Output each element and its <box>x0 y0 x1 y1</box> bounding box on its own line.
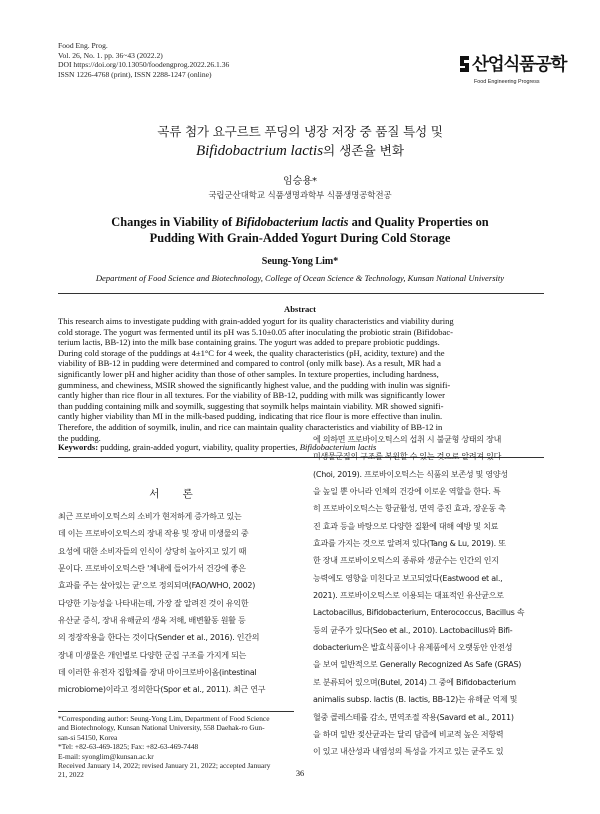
title-en-species: Bifidobacterium lactis <box>235 215 349 229</box>
abstract-line: viability of BB-12 in pudding were determined and compared to control (only milk base). As a result, MR had a <box>58 358 441 369</box>
body-line: 의 정장작용을 한다는 것이다(Sender et al., 2016). 인간의 <box>58 633 260 643</box>
body-line: 등의 균주가 있다(Seo et al., 2010). Lactobacillus와 Bifi- <box>313 625 513 635</box>
abstract-body <box>58 316 544 443</box>
body-line: animalis subsp. lactis (B. lactis, BB-12)는 유해균 억제 및 <box>313 695 518 705</box>
journal-name: Food Eng. Prog. <box>58 41 108 50</box>
logo-subtitle: Food Engineering Progress <box>474 79 540 85</box>
keywords-label: Keywords: <box>58 442 99 452</box>
abstract-line: gumminess, and chewiness, MSIR showed the significantly highest value, and the pudding with inulin was signifi- <box>58 379 451 390</box>
footnote-line: san-si 54150, Korea <box>58 732 118 742</box>
body-line: Lactobacillus, Bifidobacterium, Enterococcus, Bacillus 속 <box>313 608 525 618</box>
footnote-line: *Tel: +82-63-469-1825; Fax: +82-63-469-7448 <box>58 742 199 752</box>
author-en: Seung-Yong Lim* <box>261 256 339 267</box>
body-line: (Choi, 2019). 프로바이오틱스는 식품의 보존성 및 영양성 <box>313 469 508 479</box>
body-line: 데 이러한 유전자 집합체를 장내 마이크로바이옴(intestinal <box>58 668 257 678</box>
body-line: 효과를 가지는 것으로 알려져 있다(Tang & Lu, 2019). 또 <box>313 539 506 549</box>
title-en-pre: Changes in Viability of <box>111 215 236 229</box>
footnote-line: Received January 14, 2022; revised January 21, 2022; accepted January <box>58 761 271 771</box>
author-ko: 임승용* <box>283 176 317 187</box>
body-line: 데 이는 프로바이오틱스의 장내 작용 및 장내 미생물의 중 <box>58 529 249 539</box>
body-line: 을 하며 일반 젖산균과는 달리 담즙에 비교적 높은 저항력 <box>313 729 504 739</box>
body-line: 다양한 기능성을 나타내는데, 가장 잘 알려진 것이 유익한 <box>58 598 249 608</box>
affiliation-en: Department of Food Science and Biotechnology, College of Ocean Science & Technology, Kunsan National University <box>95 273 505 283</box>
footnote-line: E-mail: syonglim@kunsan.ac.kr <box>58 751 154 761</box>
body-line: 에 의하면 프로바이오틱스의 섭취 시 불균형 상태의 장내 <box>313 435 502 444</box>
journal-doi[interactable]: DOI https://doi.org/10.13050/foodengprog.2022.26.1.36 <box>58 60 230 70</box>
body-line: 미생물군집의 구조를 복원할 수 있는 것으로 알려져 있다 <box>313 452 502 462</box>
journal-issn: ISSN 1226-4768 (print), ISSN 2288-1247 (online) <box>58 69 212 79</box>
keywords-italic: Bifidobacterium lactis <box>299 442 377 452</box>
logo-mark-icon <box>458 54 471 74</box>
body-line: 을 높일 뿐 아니라 인체의 건강에 이로운 역할을 한다. 특 <box>313 487 501 497</box>
affiliation-ko: 국립군산대학교 식품생명과학부 식품생명공학전공 <box>208 190 392 200</box>
title-en-line2: Pudding With Grain-Added Yogurt During Cold Storage <box>149 231 451 245</box>
page-number: 36 <box>295 769 305 778</box>
footnote-line: *Corresponding author: Seung-Yong Lim, Department of Food Science <box>58 714 270 723</box>
footnote-line: and Biotechnology, Kunsan National University, 558 Daehak-ro Gun- <box>58 723 265 733</box>
journal-header <box>58 41 229 79</box>
abstract-heading: Abstract <box>284 304 316 314</box>
title-ko-line1: 곡류 첨가 요구르트 푸딩의 냉장 저장 중 품질 특성 및 <box>157 124 443 139</box>
divider-top <box>58 293 544 294</box>
body-line: 한 장내 프로바이오틱스의 종류와 생균수는 인간의 인지 <box>313 556 499 566</box>
journal-volume: Vol. 26, No. 1. pp. 36~43 (2022.2) <box>58 50 163 60</box>
body-line: microbiome)이라고 정의한다(Spor et al., 2011). 최근 연구 <box>58 685 266 695</box>
title-ko-line2 <box>0 140 600 160</box>
abstract-line: cantly higher viability than MI in the milk-based pudding, indicating that rice flour is more effective than inulin. <box>58 411 443 422</box>
body-line: 진 효과 등을 바탕으로 다양한 질환에 대해 예방 및 치료 <box>313 521 499 531</box>
abstract-line: This research aims to investigate pudding with grain-added yogurt for its quality characteristics and viability during <box>58 316 454 326</box>
abstract-line: than pudding containing milk and soymilk, suggesting that soymilk helps maintain viability. MR showed signifi- <box>58 400 444 411</box>
body-line: 로 분류되어 있으며(Butel, 2014) 그 중에 Bifidobacterium <box>313 677 516 687</box>
title-ko-line2-rest: 의 생존율 변화 <box>323 143 405 158</box>
abstract-line: the pudding. <box>58 432 101 443</box>
footnote-rule <box>58 711 294 712</box>
body-column-right <box>313 431 543 761</box>
keywords-text: pudding, grain-added yogurt, viability, quality properties, <box>98 442 300 452</box>
body-line: 히 프로바이오틱스는 항균활성, 면역 증진 효과, 장운동 촉 <box>313 504 506 514</box>
body-line: 능력에도 영향을 미친다고 보고되었다(Eastwood et al., <box>313 573 503 583</box>
body-line: 2021). 프로바이오틱스로 이용되는 대표적인 유산균으로 <box>313 591 504 601</box>
body-line: 이 있고 내산성과 내염성의 특성을 가지고 있는 균주도 있 <box>313 747 504 757</box>
abstract-line: cantly higher than rice flour in all textures. For the viability of BB-12, pudding with milk was significantly lower <box>58 390 445 401</box>
title-en-line1 <box>0 214 600 230</box>
body-line: dobacterium은 발효식품이나 유제품에서 오랫동안 안전성 <box>313 643 513 653</box>
abstract-line: terium lactis, BB-12) into the milk base containing grains. The yogurt was added to prepare probiotic puddings. <box>58 337 440 348</box>
body-line: 을 보여 일반적으로 Generally Recognized As Safe (GRAS) <box>313 660 522 670</box>
abstract-line: cold storage. The yogurt was fermented until its pH was 5.10±0.05 after inoculating the probiotic strain (Bifidobac- <box>58 326 453 337</box>
abstract-line: significantly lower pH and higher acidity than those of other samples. In texture properties, including hardness, <box>58 368 439 379</box>
body-line: 장내 미생물은 개인별로 다양한 군집 구조를 가지게 되는 <box>58 650 247 660</box>
title-ko-species: Bifidobactrium lactis <box>195 143 324 159</box>
logo-text: 산업식품공학 <box>472 55 567 75</box>
journal-logo <box>458 52 567 92</box>
footnote-line: 21, 2022 <box>58 770 84 780</box>
body-line: 요성에 대한 소비자들의 인식이 상당히 높아지고 있기 때 <box>58 546 247 556</box>
body-line: 효과를 주는 살아있는 균'으로 정의되며(FAO/WHO, 2002) <box>58 581 256 591</box>
abstract-line: During cold storage of the puddings at 4±1°C for 4 week, the quality characteristics (pH, acidity, texture) and the <box>58 347 445 358</box>
body-line: 유산균 증식, 장내 유해균의 생육 저해, 배변활동 원활 등 <box>58 616 246 626</box>
abstract-line: Therefore, the addition of soymilk, inulin, and rice can maintain quality characteristics and viability of BB-12 in <box>58 421 443 432</box>
body-line: 최근 프로바이오틱스의 소비가 현저하게 증가하고 있는 <box>58 512 242 521</box>
section-heading-intro: 서 론 <box>149 488 203 500</box>
title-en-post: and Quality Properties on <box>348 215 489 229</box>
body-line: 문이다. 프로바이오틱스란 '체내에 들어가서 건강에 좋은 <box>58 564 246 574</box>
body-column-left <box>58 508 296 699</box>
body-line: 혈중 콜레스테롤 감소, 면역조절 작용(Savard et al., 2011) <box>313 712 514 722</box>
